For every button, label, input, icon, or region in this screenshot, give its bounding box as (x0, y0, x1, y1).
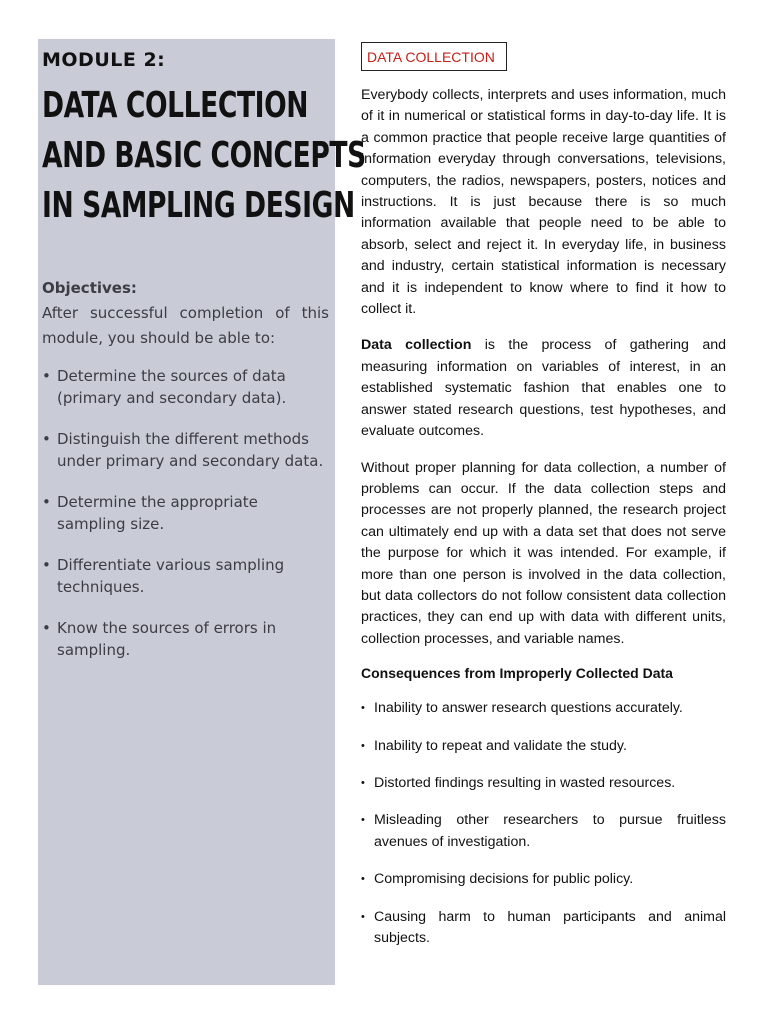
objective-text: Distinguish the different methods under primary and secondary data. (57, 430, 324, 470)
consequence-item (361, 736, 726, 757)
objective-text: Determine the sources of data (primary and secondary data). (57, 367, 287, 407)
consequence-text: Misleading other researchers to pursue fruitless avenues of investigation. (374, 812, 726, 850)
consequences-list (361, 698, 726, 949)
objectives-heading: Objectives: (42, 279, 137, 297)
objective-item (42, 617, 329, 661)
module-title-line: IN SAMPLING DESIGN (42, 185, 355, 226)
bullet-icon: • (42, 367, 51, 385)
paragraph-planning: Without proper planning for data collection, a number of problems can occur. If the data collection steps and processes are not properly planned, the research project can ultimately end up with a data set that does not serve the purpose for which it was intended. For example, if more than one person is involved in the data collection, but data collectors do not follow consistent data collection practices, they can end up with data with different units, collection processes, and variable names. (361, 459, 726, 647)
consequence-text: Compromising decisions for public policy. (374, 871, 634, 888)
consequence-text: Inability to repeat and validate the study. (374, 737, 627, 754)
section-label: DATA COLLECTION (361, 42, 507, 71)
module-sidebar (38, 39, 366, 985)
objective-item (42, 554, 329, 598)
main-content (361, 42, 726, 965)
objective-item (42, 428, 329, 472)
bullet-icon: • (361, 910, 365, 923)
objective-item (42, 491, 329, 535)
consequence-text: Distorted findings resulting in wasted resources. (374, 774, 676, 791)
bullet-icon: • (42, 556, 51, 574)
objective-text: Differentiate various sampling techniques. (57, 556, 285, 596)
bullet-icon: • (361, 873, 365, 886)
bullet-icon: • (42, 430, 51, 448)
objective-text: Determine the appropriate sampling size. (57, 493, 258, 533)
definition-text: is the process of gathering and measuring information on variables of interest, in an established systematic fashion that enables one to answer stated research questions, test hypotheses, and evaluate outcomes. (361, 337, 726, 440)
objectives-intro: After successful completion of this module, you should be able to: (42, 304, 329, 347)
consequence-item (361, 773, 726, 794)
module-label: MODULE 2: (42, 49, 166, 71)
consequences-heading: Consequences from Improperly Collected Data (361, 665, 673, 682)
module-title-line: AND BASIC CONCEPTS (42, 135, 366, 176)
defined-term: Data collection (361, 337, 472, 354)
paragraph-intro: Everybody collects, interprets and uses information, much of it in numerical or statistical forms in day-to-day life. It is a common practice that people receive large quantities of information everyday through conversations, televisions, computers, the radios, newspapers, posters, notices and instructions. It is just because there is so much information available that people need to be able to absorb, select and reject it. In everyday life, in business and industry, certain statistical information is necessary and it is independent to know where to find it how to collect it. (361, 87, 726, 318)
module-title (42, 81, 366, 231)
bullet-icon: • (361, 814, 365, 827)
consequence-text: Inability to answer research questions accurately. (374, 700, 683, 717)
consequence-item (361, 698, 726, 719)
bullet-icon: • (361, 702, 365, 715)
consequence-item (361, 810, 726, 853)
bullet-icon: • (42, 493, 51, 511)
consequence-text: Causing harm to human participants and animal subjects. (374, 908, 726, 946)
objective-item (42, 365, 329, 409)
objectives-list (42, 365, 329, 661)
bullet-icon: • (361, 739, 365, 752)
bullet-icon: • (42, 619, 51, 637)
consequence-item (361, 869, 726, 890)
consequence-item (361, 907, 726, 950)
paragraph-definition (361, 335, 726, 442)
module-title-line: DATA COLLECTION (42, 85, 309, 126)
objective-text: Know the sources of errors in sampling. (57, 619, 277, 659)
bullet-icon: • (361, 776, 365, 789)
